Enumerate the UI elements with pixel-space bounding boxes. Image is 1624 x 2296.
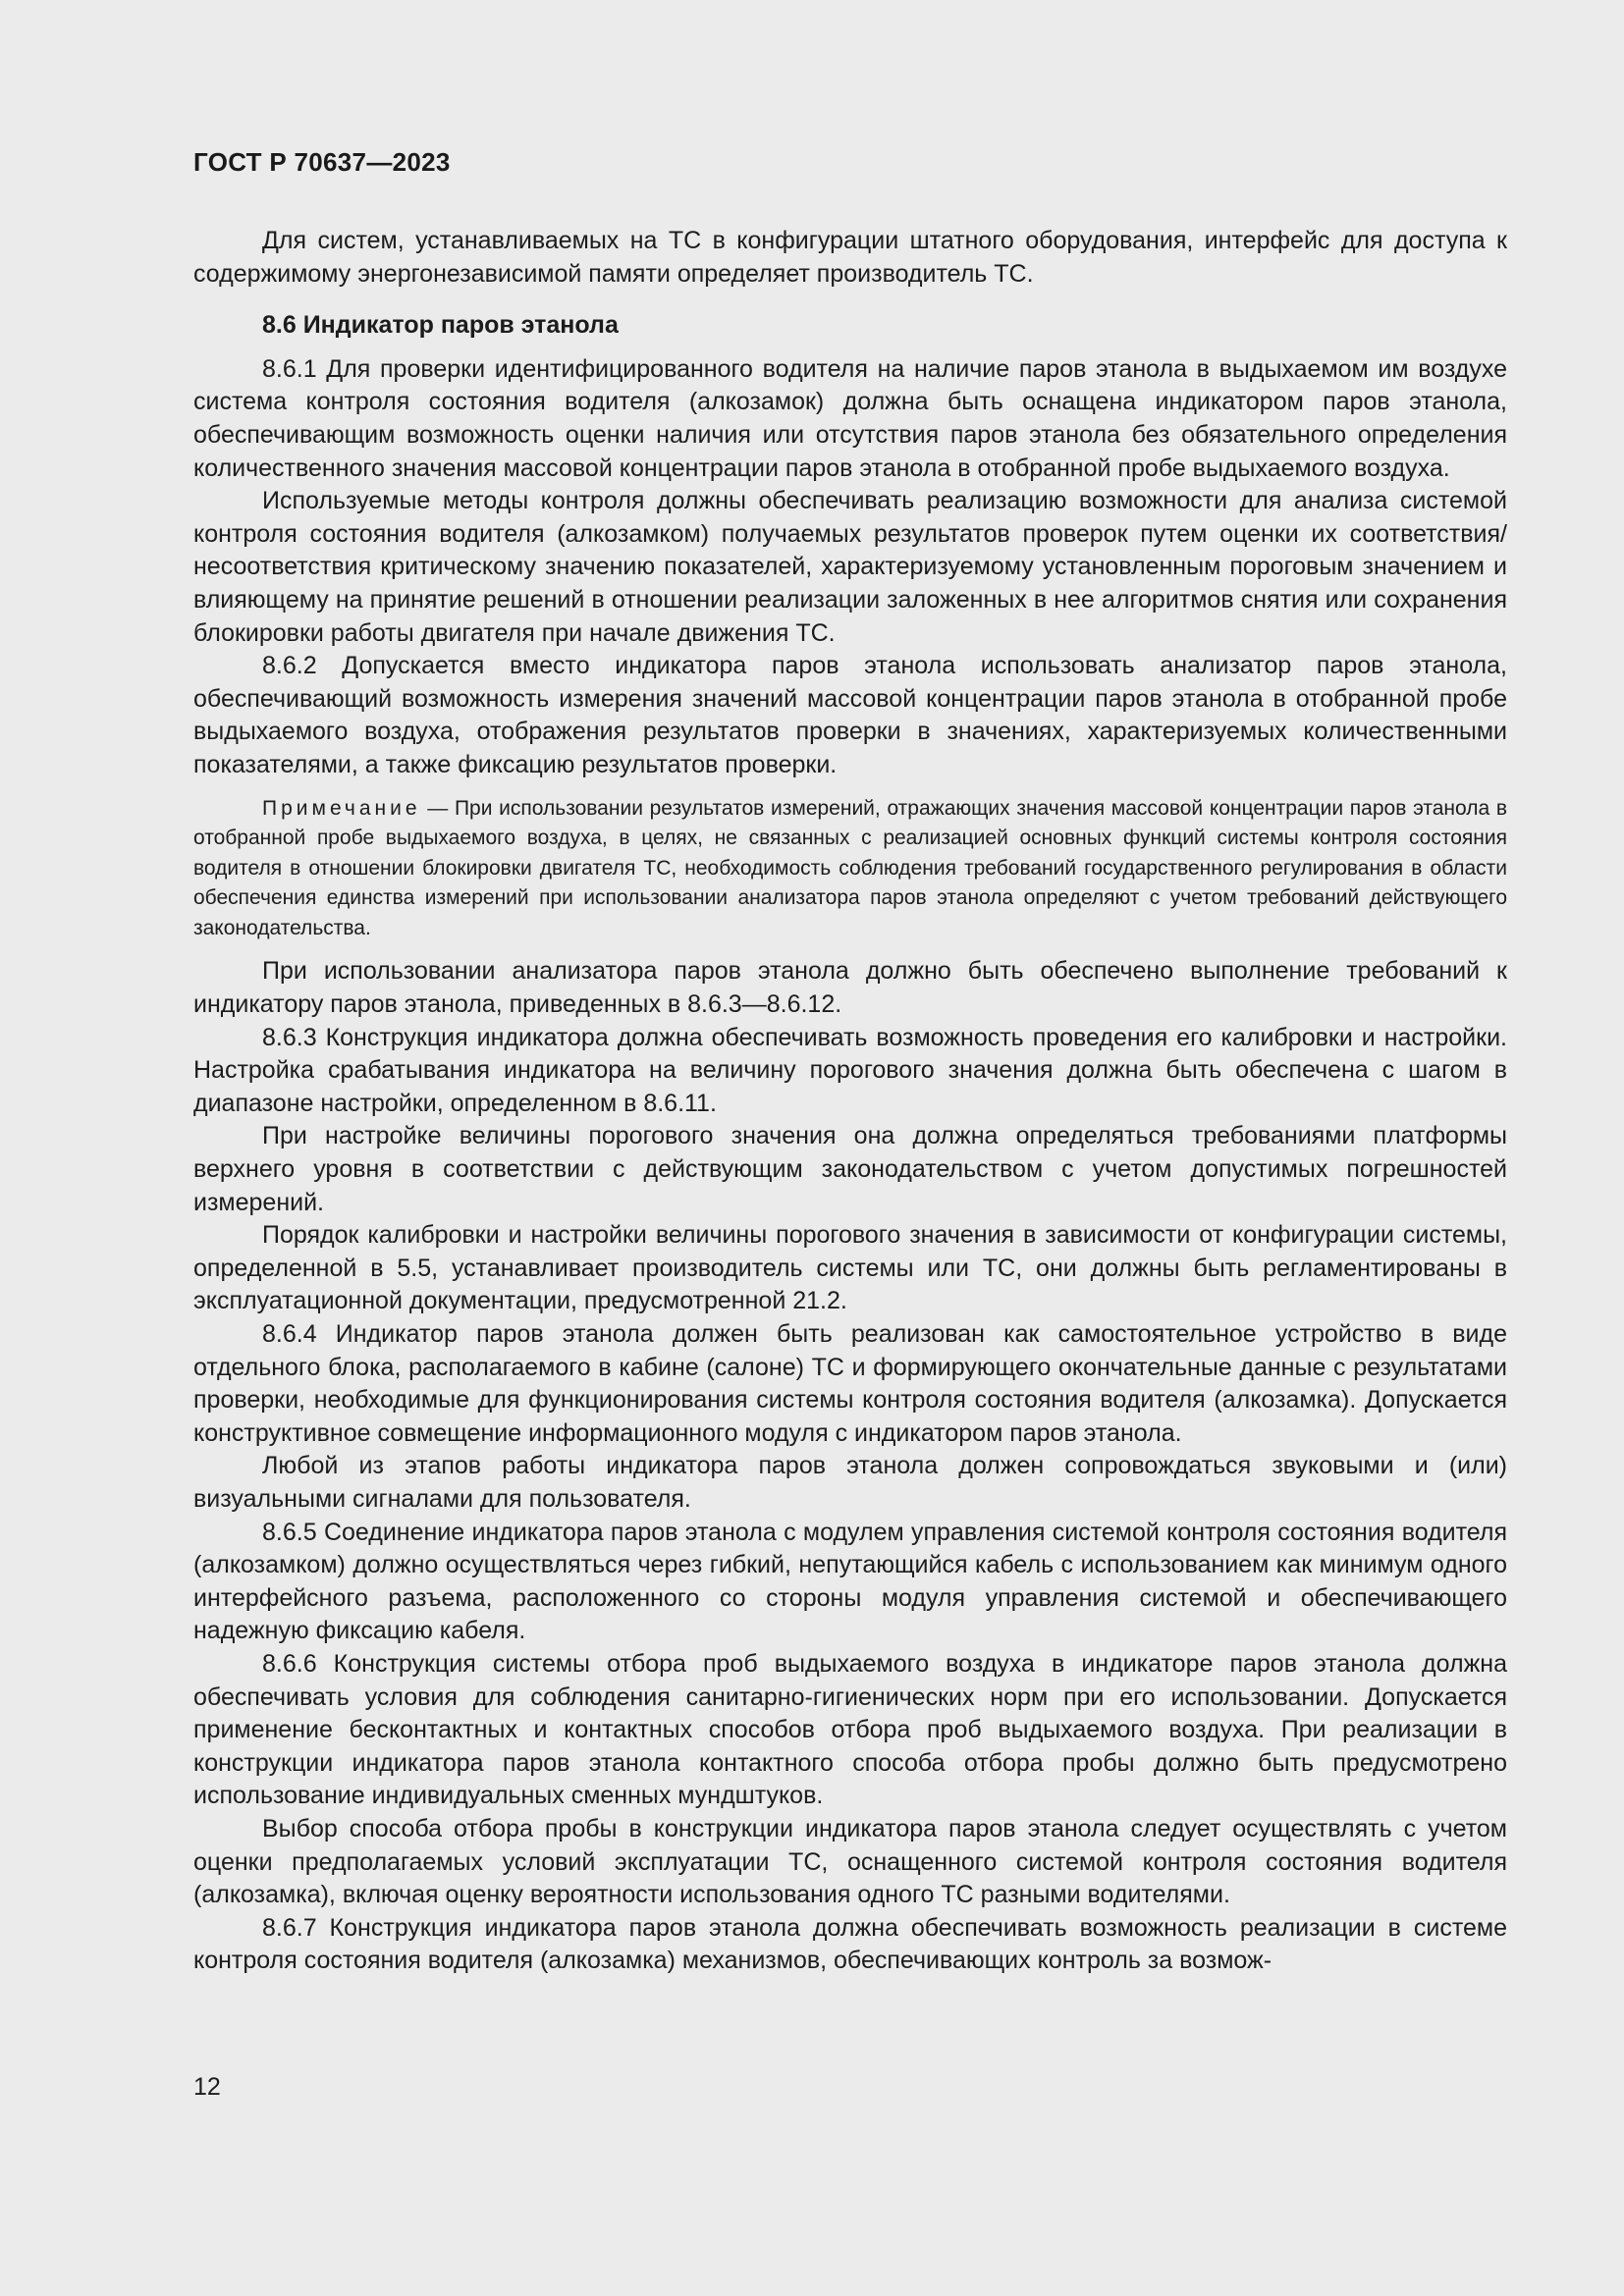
page-number: 12 — [193, 2073, 221, 2101]
paragraph-8-6-5: 8.6.5 Соединение индикатора паров этанола с модулем управления системой контроля состояния водителя (алкозамком) должно осуществляться через гибкий, непутающийся кабель с использованием как минимум одного интерфейсного разъема, расположенного со стороны модуля управления системой и обеспечивающего надежную фиксацию кабеля. — [193, 1518, 1507, 1645]
paragraph-8-6-6: 8.6.6 Конструкция системы отбора проб выдыхаемого воздуха в индикаторе паров этанола должна обеспечивать условия для соблюдения санитарно-гигиенических норм при его использовании. Допускается применение бесконтактных и контактных способов отбора проб выдыхаемого воздуха. При реализации в конструкции индикатора паров этанола контактного способа отбора пробы должно быть предусмотрено использование индивидуальных сменных мундштуков. — [193, 1649, 1507, 1810]
document-header-code: ГОСТ Р 70637—2023 — [193, 147, 451, 177]
paragraph-analyzer: При использовании анализатора паров этанола должно быть обеспечено выполнение требований к индикатору паров этанола, приведенных в 8.6.3—8.6.12. — [193, 957, 1507, 1019]
note-block — [193, 794, 1507, 944]
paragraph-methods: Используемые методы контроля должны обеспечивать реализацию возможности для анализа системой контроля состояния водителя (алкозамком) получаемых результатов проверок путем оценки их соответствия/несоответствия критическому значению показателей, характеризуемому установленным пороговым значением и влияющему на принятие решений в отношении реализации заложенных в нее алгоритмов снятия или сохранения блокировки работы двигателя при начале движения ТС. — [193, 487, 1507, 647]
paragraph-sampling: Выбор способа отбора пробы в конструкции индикатора паров этанола следует осуществлять с учетом оценки предполагаемых условий эксплуатации ТС, оснащенного системой контроля состояния водителя (алкозамка), включая оценку вероятности использования одного ТС разными водителями. — [193, 1814, 1507, 1909]
paragraph-signals: Любой из этапов работы индикатора паров этанола должен сопровождаться звуковыми и (или) визуальными сигналами для пользователя. — [193, 1452, 1507, 1513]
paragraph-intro: Для систем, устанавливаемых на ТС в конфигурации штатного оборудования, интерфейс для доступа к содержимому энергонезависимой памяти определяет производитель ТС. — [193, 227, 1507, 288]
paragraph-8-6-3: 8.6.3 Конструкция индикатора должна обеспечивать возможность проведения его калибровки и настройки. Настройка срабатывания индикатора на величину порогового значения должна быть обеспечена с шагом в диапазоне настройки, определенном в 8.6.11. — [193, 1023, 1507, 1117]
paragraph-8-6-4: 8.6.4 Индикатор паров этанола должен быть реализован как самостоятельное устройство в виде отдельного блока, располагаемого в кабине (салоне) ТС и формирующего окончательные данные с результатами проверки, необходимые для функционирования системы контроля состояния водителя (алкозамка). Допускается конструктивное совмещение информационного модуля с индикатором паров этанола. — [193, 1320, 1507, 1447]
section-title-8-6: 8.6 Индикатор паров этанола — [262, 311, 619, 340]
paragraph-8-6-1: 8.6.1 Для проверки идентифицированного водителя на наличие паров этанола в выдыхаемом им воздухе система контроля состояния водителя (алкозамок) должна быть оснащена индикатором паров этанола, обеспечивающим возможность оценки наличия или отсутствия паров этанола без обязательного определения количественного значения массовой концентрации паров этанола в отобранной пробе выдыхаемого воздуха. — [193, 354, 1507, 482]
note-label: Примечание — [262, 796, 421, 820]
document-body — [193, 225, 1507, 1978]
paragraph-calibration: Порядок калибровки и настройки величины порогового значения в зависимости от конфигурации системы, определенной в 5.5, устанавливает производитель системы или ТС, они должны быть регламентированы в эксплуатационной документации, предусмотренной 21.2. — [193, 1221, 1507, 1315]
paragraph-8-6-2: 8.6.2 Допускается вместо индикатора паров этанола использовать анализатор паров этанола, обеспечивающий возможность измерения значений массовой концентрации паров этанола в отобранной пробе выдыхаемого воздуха, отображения результатов проверки в значениях, характеризуемых количественными показателями, а также фиксацию результатов проверки. — [193, 652, 1507, 778]
paragraph-8-6-7: 8.6.7 Конструкция индикатора паров этанола должна обеспечивать возможность реализации в системе контроля состояния водителя (алкозамка) механизмов, обеспечивающих контроль за возмож- — [193, 1913, 1507, 1975]
paragraph-threshold: При настройке величины порогового значения она должна определяться требованиями платформы верхнего уровня в соответствии с действующим законодательством с учетом допустимых погрешностей измерений. — [193, 1122, 1507, 1216]
note-text: — При использовании результатов измерений, отражающих значения массовой концентрации паров этанола в отобранной пробе выдыхаемого воздуха, в целях, не связанных с реализацией основных функций системы контроля состояния водителя в отношении блокировки двигателя ТС, необходимость соблюдения требований государственного регулирования в области обеспечения единства измерений при использовании анализатора паров этанола определяют с учетом требований действующего законодательства. — [193, 796, 1507, 939]
